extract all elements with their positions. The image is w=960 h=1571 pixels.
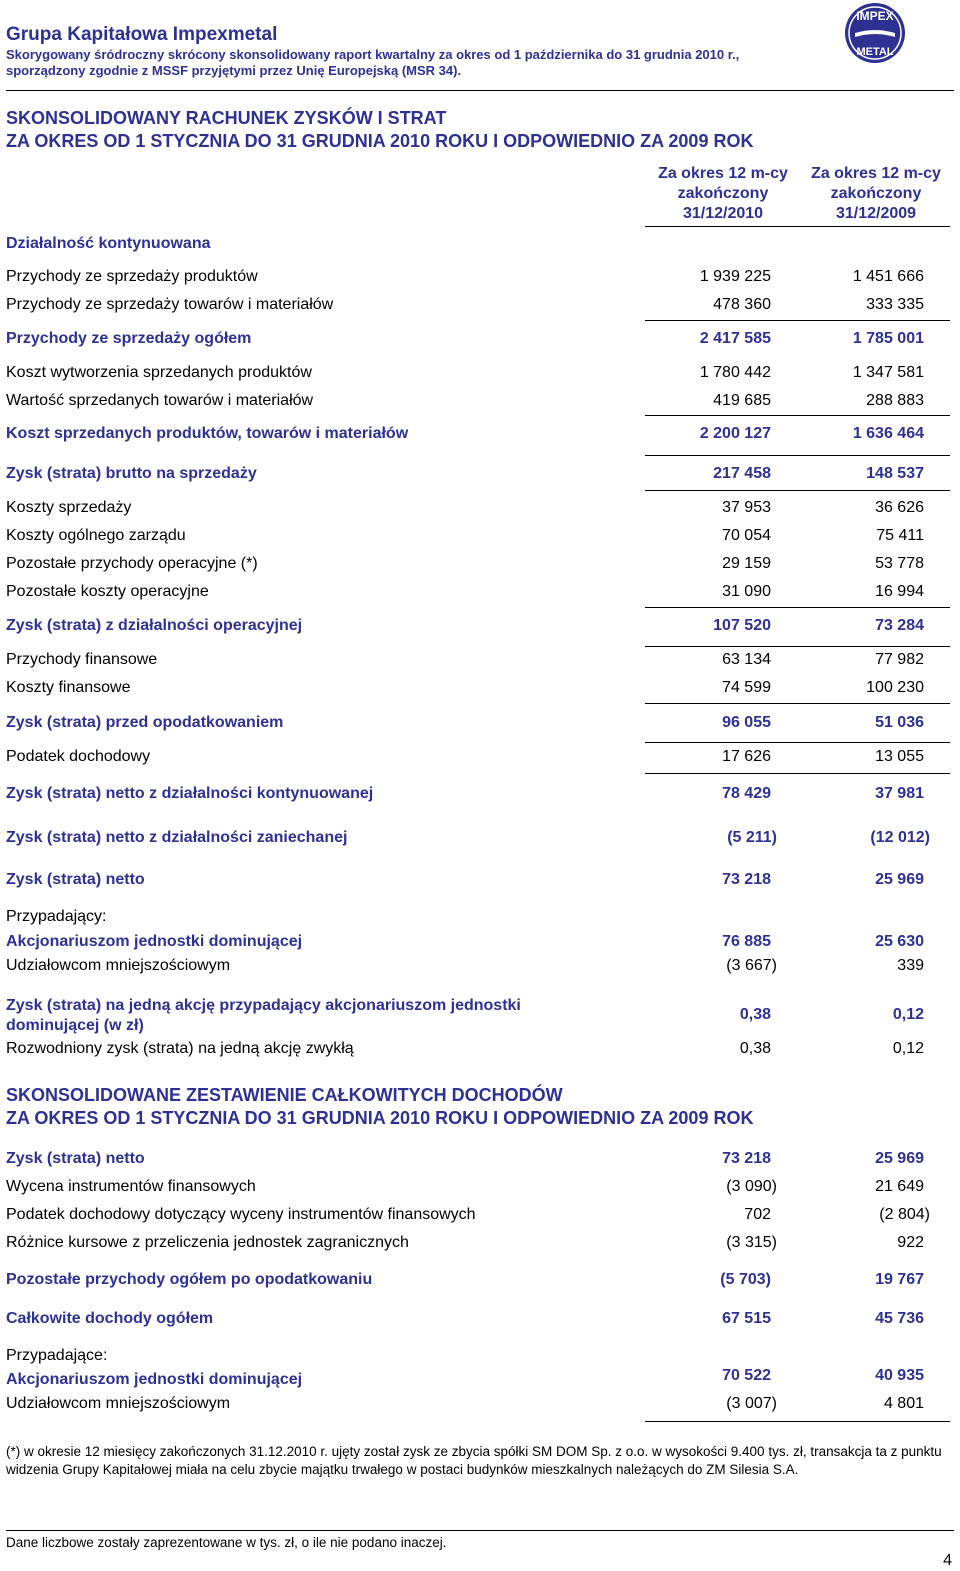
subtotal-rule [645,773,950,774]
value-2009: 0,12 [892,1040,924,1057]
value-2009: 25 969 [875,871,924,888]
value-2010: 31 090 [722,583,771,600]
value-2010: 29 159 [722,555,771,572]
value-2010: (5 703) [720,1271,771,1288]
value-2009: 288 883 [866,392,924,409]
row-label: Rozwodniony zysk (strata) na jedną akcję zwykłą [6,1040,354,1057]
value-2010: 0,38 [739,1006,771,1023]
column-header-2010 [648,164,798,224]
row-label: Przypadające: [6,1347,108,1364]
row-label: Zysk (strata) z działalności operacyjnej [6,617,303,634]
row-label: Koszty finansowe [6,679,131,696]
value-2010: (5 211) [727,829,777,846]
logo-text-top: IMPEX [856,9,894,23]
value-2009: 13 055 [875,748,924,765]
value-2010: 96 055 [722,714,771,731]
row-label: Przychody finansowe [6,651,158,668]
value-2009: 4 801 [883,1395,924,1412]
subtotal-rule [645,607,950,608]
value-2010: 74 599 [722,679,771,696]
row-label: Akcjonariuszom jednostki dominującej [6,1371,303,1388]
value-2009: 339 [897,957,924,974]
value-2010: 63 134 [722,651,771,668]
continuing-operations-label: Działalność kontynuowana [6,235,211,252]
value-2009: 16 994 [875,583,924,600]
row-label: Przypadający: [6,908,107,925]
value-2009: 333 335 [866,296,924,313]
value-2010: 67 515 [722,1310,771,1327]
header-divider [6,90,954,91]
value-2010: (3 007) [726,1395,777,1412]
row-label: Zysk (strata) netto z działalności kontynuowanej [6,785,374,802]
value-2009: 21 649 [875,1178,924,1195]
value-2010: 217 458 [713,465,771,482]
eps-label [6,996,606,1036]
row-label: Koszty sprzedaży [6,499,132,516]
column-header-2009-line3: 31/12/2009 [835,205,917,222]
subtotal-rule [645,320,950,321]
subtotal-rule [645,703,950,704]
row-label: Wycena instrumentów finansowych [6,1178,256,1195]
value-2009: 25 969 [875,1150,924,1167]
value-2009: 40 935 [875,1367,924,1384]
value-2010: 73 218 [722,1150,771,1167]
company-name: Grupa Kapitałowa Impexmetal [6,24,278,45]
section-end-rule [645,1421,950,1422]
value-2009: 37 981 [875,785,924,802]
footnote: (*) w okresie 12 miesięcy zakończonych 31.12.2010 r. ujęty został zysk ze zbycia spółki SM DOM Sp. z o.o. w wysokości 9.400 tys. zł, transakcja ta z punktu widzenia Grupy Kapitałowej miała na celu zbycie majątku trwałego w postaci budynków mieszkalnych należących do ZM Silesia S.A. [6,1444,942,1477]
row-label: Przychody ze sprzedaży ogółem [6,330,252,347]
comprehensive-income-title-line1: SKONSOLIDOWANE ZESTAWIENIE CAŁKOWITYCH DOCHODÓW [6,1085,563,1105]
eps-label-line1: Zysk (strata) na jedną akcję przypadający akcjonariuszom jednostki [6,997,521,1014]
column-header-2010-line2: zakończony [677,185,769,202]
row-label: Zysk (strata) przed opodatkowaniem [6,714,284,731]
row-label: Przychody ze sprzedaży produktów [6,268,258,285]
value-2010: 1 939 225 [699,268,771,285]
column-header-2010-line3: 31/12/2010 [682,205,764,222]
value-2009: (2 804) [879,1206,930,1223]
value-2010: 70 054 [722,527,771,544]
row-label: Zysk (strata) netto z działalności zaniechanej [6,829,348,846]
value-2009: 77 982 [875,651,924,668]
value-2009: 25 630 [875,933,924,950]
row-label: Pozostałe koszty operacyjne [6,583,209,600]
value-2010: 2 417 585 [699,330,771,347]
subtotal-rule [645,742,950,743]
value-2009: 922 [897,1234,924,1251]
row-label: Zysk (strata) netto [6,871,145,888]
value-2010: 2 200 127 [699,425,771,442]
value-2010: 37 953 [722,499,771,516]
row-label: Całkowite dochody ogółem [6,1310,214,1327]
subtotal-rule [645,646,950,647]
row-label: Podatek dochodowy [6,748,151,765]
income-statement-title-line2: ZA OKRES OD 1 STYCZNIA DO 31 GRUDNIA 2010 ROKU I ODPOWIEDNIO ZA 2009 ROK [6,131,754,151]
row-label: Przychody ze sprzedaży towarów i materiałów [6,296,334,313]
value-2009: 36 626 [875,499,924,516]
row-label: Pozostałe przychody ogółem po opodatkowaniu [6,1271,373,1288]
value-2009: 1 347 581 [852,364,924,381]
row-label: Wartość sprzedanych towarów i materiałów [6,392,314,409]
report-subtitle-line2: sporządzony zgodnie z MSSF przyjętymi przez Unię Europejską (MSR 34). [6,63,462,78]
value-2009: 51 036 [875,714,924,731]
column-header-2010-line1: Za okres 12 m-cy [658,165,788,182]
value-2010: 70 522 [722,1367,771,1384]
row-label: Koszt wytworzenia sprzedanych produktów [6,364,312,381]
column-header-rule [645,226,950,227]
value-2009: 1 785 001 [852,330,924,347]
row-label: Koszt sprzedanych produktów, towarów i materiałów [6,425,409,442]
value-2009: 75 411 [876,527,924,544]
value-2010: 76 885 [722,933,771,950]
value-2009: 148 537 [866,465,924,482]
impexmetal-logo [843,0,907,66]
report-subtitle [6,47,816,79]
page-number: 4 [943,1552,952,1569]
value-2010: 0,38 [739,1040,771,1057]
row-label: Pozostałe przychody operacyjne (*) [6,555,258,572]
logo-text-bottom: METAL [856,46,894,58]
value-2009: 53 778 [875,555,924,572]
value-2009: (12 012) [870,829,930,846]
row-label: Koszty ogólnego zarządu [6,527,186,544]
value-2010: 419 685 [713,392,771,409]
subtotal-rule [645,415,950,416]
value-2010: 73 218 [722,871,771,888]
value-2010: (3 667) [726,957,777,974]
value-2009: 1 636 464 [852,425,924,442]
value-2010: 702 [744,1206,771,1223]
comprehensive-income-title-line2: ZA OKRES OD 1 STYCZNIA DO 31 GRUDNIA 2010 ROKU I ODPOWIEDNIO ZA 2009 ROK [6,1108,754,1128]
value-2009: 45 736 [875,1310,924,1327]
value-2009: 73 284 [875,617,924,634]
subtotal-rule [645,490,950,491]
subtotal-rule [645,455,950,456]
column-header-2009-line1: Za okres 12 m-cy [811,165,941,182]
value-2010: (3 090) [726,1178,777,1195]
row-label: Różnice kursowe z przeliczenia jednostek zagranicznych [6,1234,409,1251]
comprehensive-income-title [6,1084,753,1130]
column-header-2009 [801,164,951,224]
row-label: Udziałowcom mniejszościowym [6,1395,231,1412]
value-2009: 0,12 [892,1006,924,1023]
value-2009: 100 230 [866,679,924,696]
value-2010: (3 315) [726,1234,777,1251]
footer-note: Dane liczbowe zostały zaprezentowane w tys. zł, o ile nie podano inaczej. [6,1535,447,1550]
row-label: Akcjonariuszom jednostki dominującej [6,933,303,950]
value-2009: 1 451 666 [852,268,924,285]
value-2009: 19 767 [875,1271,924,1288]
row-label: Podatek dochodowy dotyczący wyceny instrumentów finansowych [6,1206,476,1223]
row-label: Zysk (strata) netto [6,1150,145,1167]
value-2010: 17 626 [722,748,771,765]
column-header-2009-line2: zakończony [830,185,922,202]
value-2010: 78 429 [722,785,771,802]
value-2010: 1 780 442 [699,364,771,381]
income-statement-title [6,107,753,153]
row-label: Udziałowcom mniejszościowym [6,957,231,974]
value-2010: 478 360 [713,296,771,313]
income-statement-title-line1: SKONSOLIDOWANY RACHUNEK ZYSKÓW I STRAT [6,108,447,128]
row-label: Zysk (strata) brutto na sprzedaży [6,465,257,482]
eps-label-line2: dominującej (w zł) [6,1017,144,1034]
footer-divider [6,1530,954,1531]
report-subtitle-line1: Skorygowany śródroczny skrócony skonsolidowany raport kwartalny za okres od 1 października do 31 grudnia 2010 r., [6,47,740,62]
value-2010: 107 520 [713,617,771,634]
